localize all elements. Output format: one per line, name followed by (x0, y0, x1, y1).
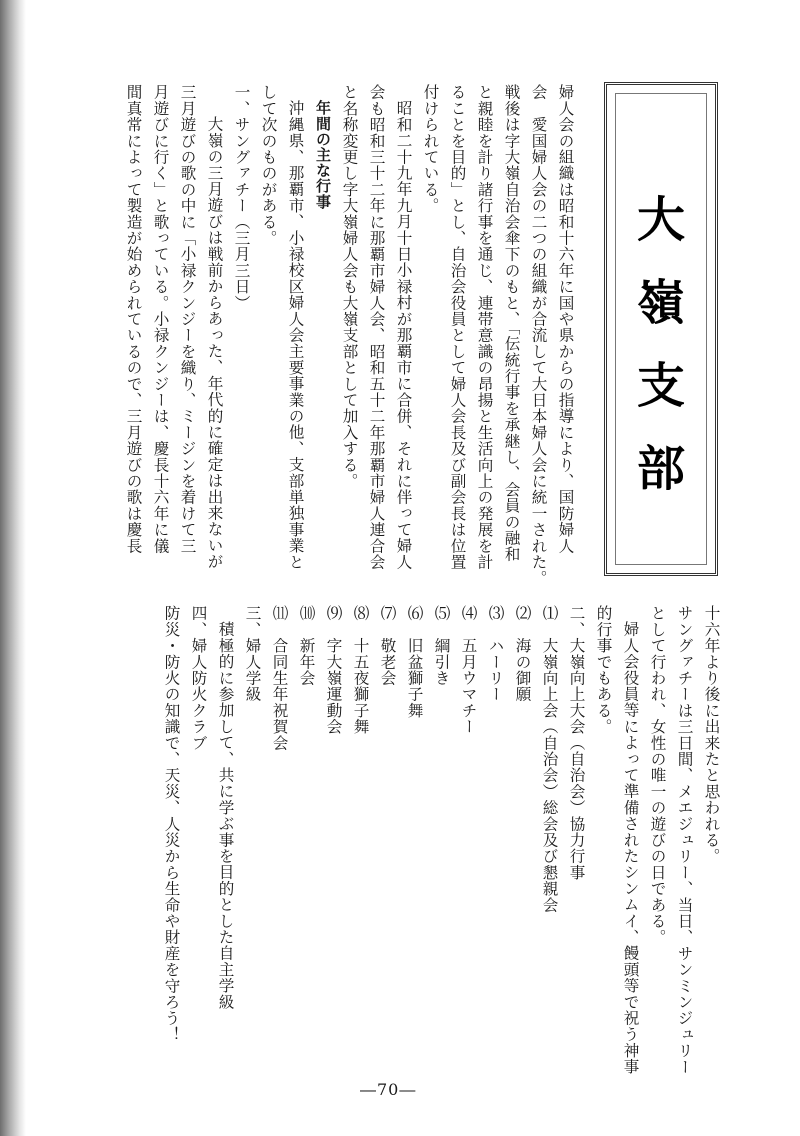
body-column: 付けられている。 (421, 84, 440, 214)
body-column: ることを目的」とし、自治会役員として婦人会長及び副会長は位置 (448, 84, 467, 570)
list-heading: 四、婦人防火クラブ (189, 605, 208, 751)
page-number: ―70― (360, 1080, 417, 1099)
list-item: ⑾ 合同生年祝賀会 (270, 605, 289, 751)
body-column: 三月遊びの歌の中に「小禄クンジーを織り、ミージンを着けて三 (178, 84, 197, 554)
section-heading: 年間の主な行事 (314, 100, 332, 210)
title-inner-frame (615, 93, 707, 565)
body-column: として行われ、女性の唯一の遊びの日である。 (648, 605, 667, 946)
title-char: 支 (636, 358, 685, 414)
body-column: 昭和二十九年九月十日小禄村が那覇市に合併、それに伴って婦人 (394, 100, 413, 570)
list-item: ⑴ 大嶺向上会（自治会）総会及び懇親会 (540, 605, 559, 913)
body-column: と名称変更し字大嶺婦人会も大嶺支部として加入する。 (340, 84, 359, 489)
body-column: 沖縄県、那覇市、小禄校区婦人会主要事業の他、支部単独事業と (286, 100, 305, 570)
list-heading: 三、婦人学級 (243, 605, 262, 703)
list-item: ⑷ 五月ウマチー (459, 605, 478, 735)
list-item: ⑻ 十五夜獅子舞 (351, 605, 370, 735)
title-char: 大 (636, 192, 685, 248)
title-box (604, 82, 718, 576)
body-column: 防災・防火の知識で、天災、人災から生命や財産を守ろう！ (162, 605, 181, 1043)
body-column: 大嶺の三月遊びは戦前からあった、年代的に確定は出来ないが (205, 116, 224, 570)
list-item: ⑽ 新年会 (297, 605, 316, 686)
body-column: 婦人会の組織は昭和十六年に国や県からの指導により、国防婦人 (556, 84, 575, 554)
body-column: 一、サングァチー（三月三日） (232, 84, 251, 311)
body-column: 間真常によって製造が始められているので、三月遊びの歌は慶長 (124, 84, 143, 554)
body-column: 積極的に参加して、共に学ぶ事を目的とした自主学級 (216, 621, 235, 1010)
list-item: ⑶ ハーリー (486, 605, 505, 703)
body-column: 月遊びに行く」と歌っている。小禄クンジーは、慶長十六年に儀 (151, 84, 170, 554)
list-item: ⑸ 綱引き (432, 605, 451, 686)
list-item: ⑹ 旧盆獅子舞 (405, 605, 424, 719)
body-column: 会も昭和三十二年に那覇市婦人会、昭和五十二年那覇市婦人連合会 (367, 84, 386, 570)
body-column: 戦後は字大嶺自治会傘下のもと、「伝統行事を承継し、会員の融和 (502, 84, 521, 563)
body-column: サングァチーは三日間、メエジュリー、当日、サンミンジュリー (675, 605, 694, 1075)
body-column: 的行事でもある。 (594, 605, 613, 735)
title-char: 嶺 (636, 275, 685, 331)
list-item: ⑼ 字大嶺運動会 (324, 605, 343, 735)
list-heading: 二、大嶺向上大会（自治会）協力行事 (567, 605, 586, 881)
body-column: 婦人会役員等によって準備されたシンムイ、饅頭等で祝う神事 (621, 621, 640, 1075)
body-column: して次のものがある。 (259, 84, 278, 246)
body-column: 十六年より後に出来たと思われる。 (702, 605, 721, 865)
body-column: 会 愛国婦人会の二つの組織が合流して大日本婦人会に統一された。 (529, 84, 548, 587)
list-item: ⑺ 敬老会 (378, 605, 397, 686)
body-column: と親睦を計り諸行事を通じ、連帯意識の昂揚と生活向上の発展を計 (475, 84, 494, 570)
list-item: ⑵ 海の御願 (513, 605, 532, 703)
page-binding-shadow (0, 0, 26, 1136)
title-char: 部 (636, 441, 685, 497)
